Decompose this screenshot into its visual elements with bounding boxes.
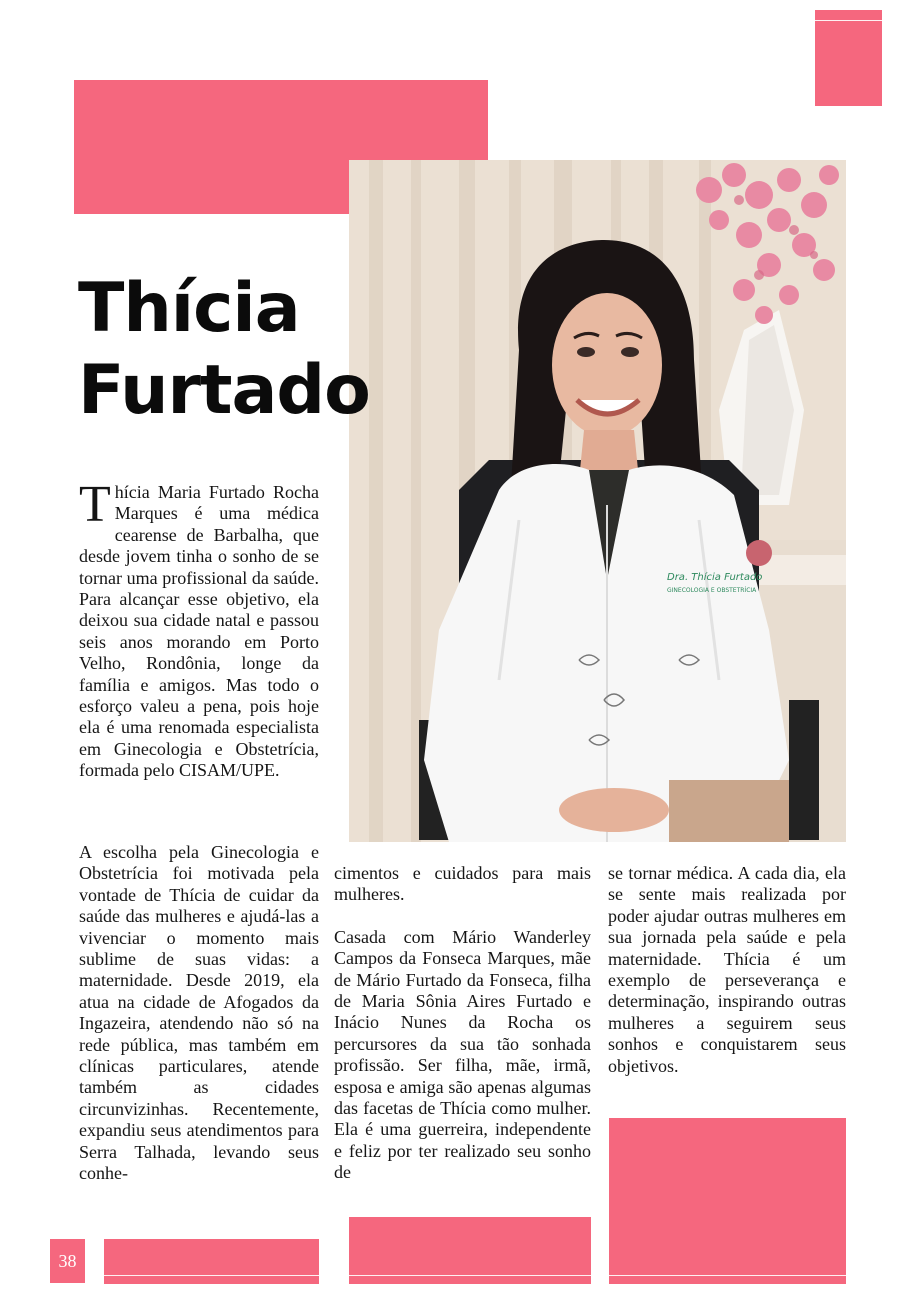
coat-specialty-text: GINECOLOGIA E OBSTETRÍCIA [667,587,757,594]
bottom-accent-rule-3 [609,1275,846,1276]
bottom-right-accent-block [609,1118,846,1284]
column-2 [334,863,591,1184]
title-line-1: Thícia [78,269,300,348]
bottom-center-accent-block [349,1217,591,1284]
column-1-text: A escolha pela Ginecologia e Obstetrícia foi motivada pela vontade de Thícia de cuidar da saúde das mulheres e ajudá-las a vivenciar o momento mais sublime de suas vidas: a maternidade. Desde 2019, ela atua na cidade de Afogados da Ingazeira, atendendo não só na rede pública, mas também em clínicas particulares, atende também as cidades circunvizinhas. Recentemente, expandiu seus atendimentos para Serra Talhada, levando seus conhe- [79,842,319,1184]
portrait-photo [349,160,846,842]
top-right-accent-block [815,10,882,106]
drop-cap: T [79,476,111,533]
column-2-paragraph-2: Casada com Mário Wanderley Campos da Fonseca Marques, mãe de Mário Furtado da Fonseca, filha de Maria Sônia Aires Furtado e Inácio Nunes da Rocha os percursores da sua tão sonhada profissão. Ser filha, mãe, irmã, esposa e amiga são apenas algumas das facetas de Thícia como mulher. Ela é uma guerreira, independente e feliz por ter realizado seu sonho de [334,926,591,1183]
top-right-accent-rule [815,20,882,21]
bottom-accent-rule-1 [104,1275,319,1276]
title-line-2: Furtado [78,351,370,430]
column-2-paragraph-1: cimentos e cuidados para mais mulheres. [334,863,591,905]
bottom-accent-rule-2 [349,1275,591,1276]
bottom-left-accent-block [104,1239,319,1284]
column-1 [79,842,319,1185]
intro-text: hícia Maria Furtado Rocha Marques é uma médica cearense de Barbalha, que desde jovem tinha o sonho de se tornar uma profissional da saúde. Para alcançar esse objetivo, ela deixou sua cidade natal e passou seis anos morando em Porto Velho, Rondônia, longe da família e amigos. Mas todo o esforço valeu a pena, pois hoje ela é uma renomada especialista em Ginecologia e Obstetrícia, formada pelo CISAM/UPE. [79,482,319,781]
intro-paragraph [79,476,319,782]
article-title [78,268,370,432]
coat-name-text: Dra. Thícia Furtado [667,572,763,583]
column-3 [608,863,846,1077]
column-3-text: se tornar médica. A cada dia, ela se sente mais realizada por poder ajudar outras mulheres em sua jornada pela saúde e pela maternidade. Thícia é um exemplo de perseverança e determinação, inspirando outras mulheres a seguirem seus sonhos e conquistarem seus objetivos. [608,863,846,1076]
page-number: 38 [50,1239,85,1283]
